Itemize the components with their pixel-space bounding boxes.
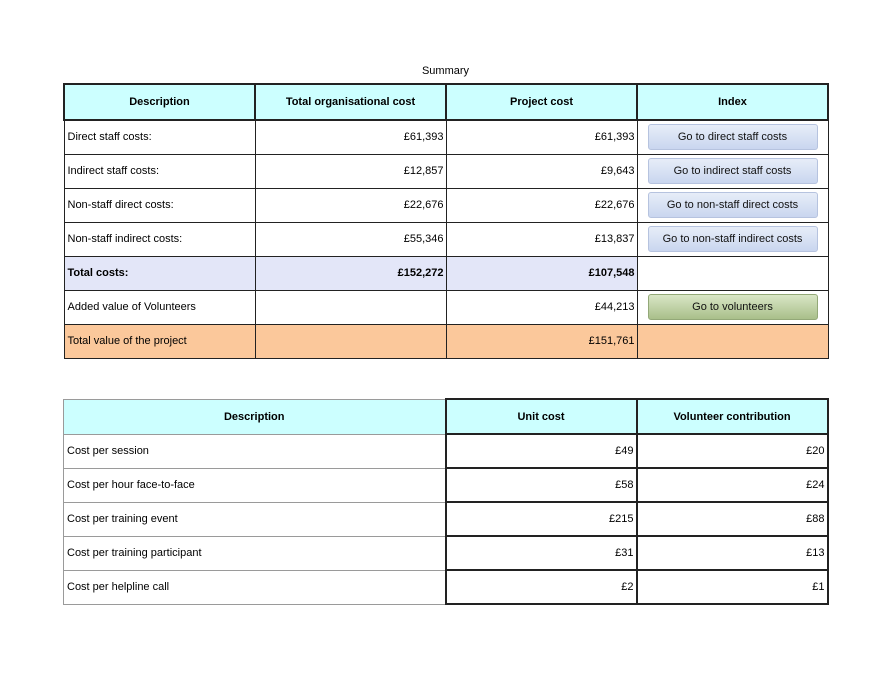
volunteer-contribution-cell: £24 <box>637 468 828 502</box>
row-description: Indirect staff costs: <box>64 154 255 188</box>
go-to-volunteers-button[interactable]: Go to volunteers <box>648 294 818 320</box>
project-cost-total: £107,548 <box>446 256 637 290</box>
total-organisational-cost-cell: £55,346 <box>255 222 446 256</box>
project-cost-cell: £9,643 <box>446 154 637 188</box>
project-cost-cell: £13,837 <box>446 222 637 256</box>
unit-cost-cell: £49 <box>446 434 637 468</box>
header-description: Description <box>64 399 446 434</box>
row-description: Non-staff direct costs: <box>64 188 255 222</box>
table-row <box>64 222 828 256</box>
header-index: Index <box>637 84 828 120</box>
total-organisational-cost-cell: £22,676 <box>255 188 446 222</box>
row-description: Cost per training participant <box>64 536 446 570</box>
header-volunteer-contribution: Volunteer contribution <box>637 399 828 434</box>
empty-cell <box>637 324 828 358</box>
index-cell <box>637 290 828 324</box>
volunteer-contribution-cell: £88 <box>637 502 828 536</box>
total-organisational-cost-cell: £61,393 <box>255 120 446 154</box>
go-to-direct-staff-costs-button[interactable]: Go to direct staff costs <box>648 124 818 150</box>
row-description: Direct staff costs: <box>64 120 255 154</box>
header-total-organisational-cost: Total organisational cost <box>255 84 446 120</box>
row-description: Cost per hour face-to-face <box>64 468 446 502</box>
empty-cell <box>637 256 828 290</box>
empty-cell <box>255 290 446 324</box>
go-to-indirect-staff-costs-button[interactable]: Go to indirect staff costs <box>648 158 818 184</box>
table-row <box>64 536 828 570</box>
volunteers-value: £44,213 <box>446 290 637 324</box>
go-to-non-staff-direct-costs-button[interactable]: Go to non-staff direct costs <box>648 192 818 218</box>
row-description: Cost per session <box>64 434 446 468</box>
index-cell <box>637 222 828 256</box>
total-project-value: £151,761 <box>446 324 637 358</box>
header-description: Description <box>64 84 255 120</box>
volunteers-label: Added value of Volunteers <box>64 290 255 324</box>
row-description: Cost per helpline call <box>64 570 446 604</box>
project-cost-cell: £61,393 <box>446 120 637 154</box>
total-organisational-cost-total: £152,272 <box>255 256 446 290</box>
index-cell <box>637 154 828 188</box>
volunteer-contribution-cell: £20 <box>637 434 828 468</box>
index-cell <box>637 188 828 222</box>
summary-header-row <box>64 84 828 120</box>
total-costs-row <box>64 256 828 290</box>
summary-table <box>63 83 829 359</box>
go-to-non-staff-indirect-costs-button[interactable]: Go to non-staff indirect costs <box>648 226 818 252</box>
volunteer-contribution-cell: £13 <box>637 536 828 570</box>
total-project-value-label: Total value of the project <box>64 324 255 358</box>
total-costs-label: Total costs: <box>64 256 255 290</box>
row-description: Non-staff indirect costs: <box>64 222 255 256</box>
sheet-title: Summary <box>421 65 470 77</box>
volunteer-contribution-cell: £1 <box>637 570 828 604</box>
row-description: Cost per training event <box>64 502 446 536</box>
unit-cost-table <box>63 398 829 605</box>
index-cell <box>637 120 828 154</box>
table-row <box>64 570 828 604</box>
table-row <box>64 502 828 536</box>
table-row <box>64 120 828 154</box>
total-project-value-row <box>64 324 828 358</box>
unit-header-row <box>64 399 828 434</box>
empty-cell <box>255 324 446 358</box>
table-row <box>64 468 828 502</box>
project-cost-cell: £22,676 <box>446 188 637 222</box>
volunteers-row <box>64 290 828 324</box>
unit-cost-cell: £31 <box>446 536 637 570</box>
table-row <box>64 434 828 468</box>
header-unit-cost: Unit cost <box>446 399 637 434</box>
unit-cost-cell: £215 <box>446 502 637 536</box>
table-row <box>64 154 828 188</box>
total-organisational-cost-cell: £12,857 <box>255 154 446 188</box>
unit-cost-cell: £2 <box>446 570 637 604</box>
table-row <box>64 188 828 222</box>
header-project-cost: Project cost <box>446 84 637 120</box>
unit-cost-cell: £58 <box>446 468 637 502</box>
